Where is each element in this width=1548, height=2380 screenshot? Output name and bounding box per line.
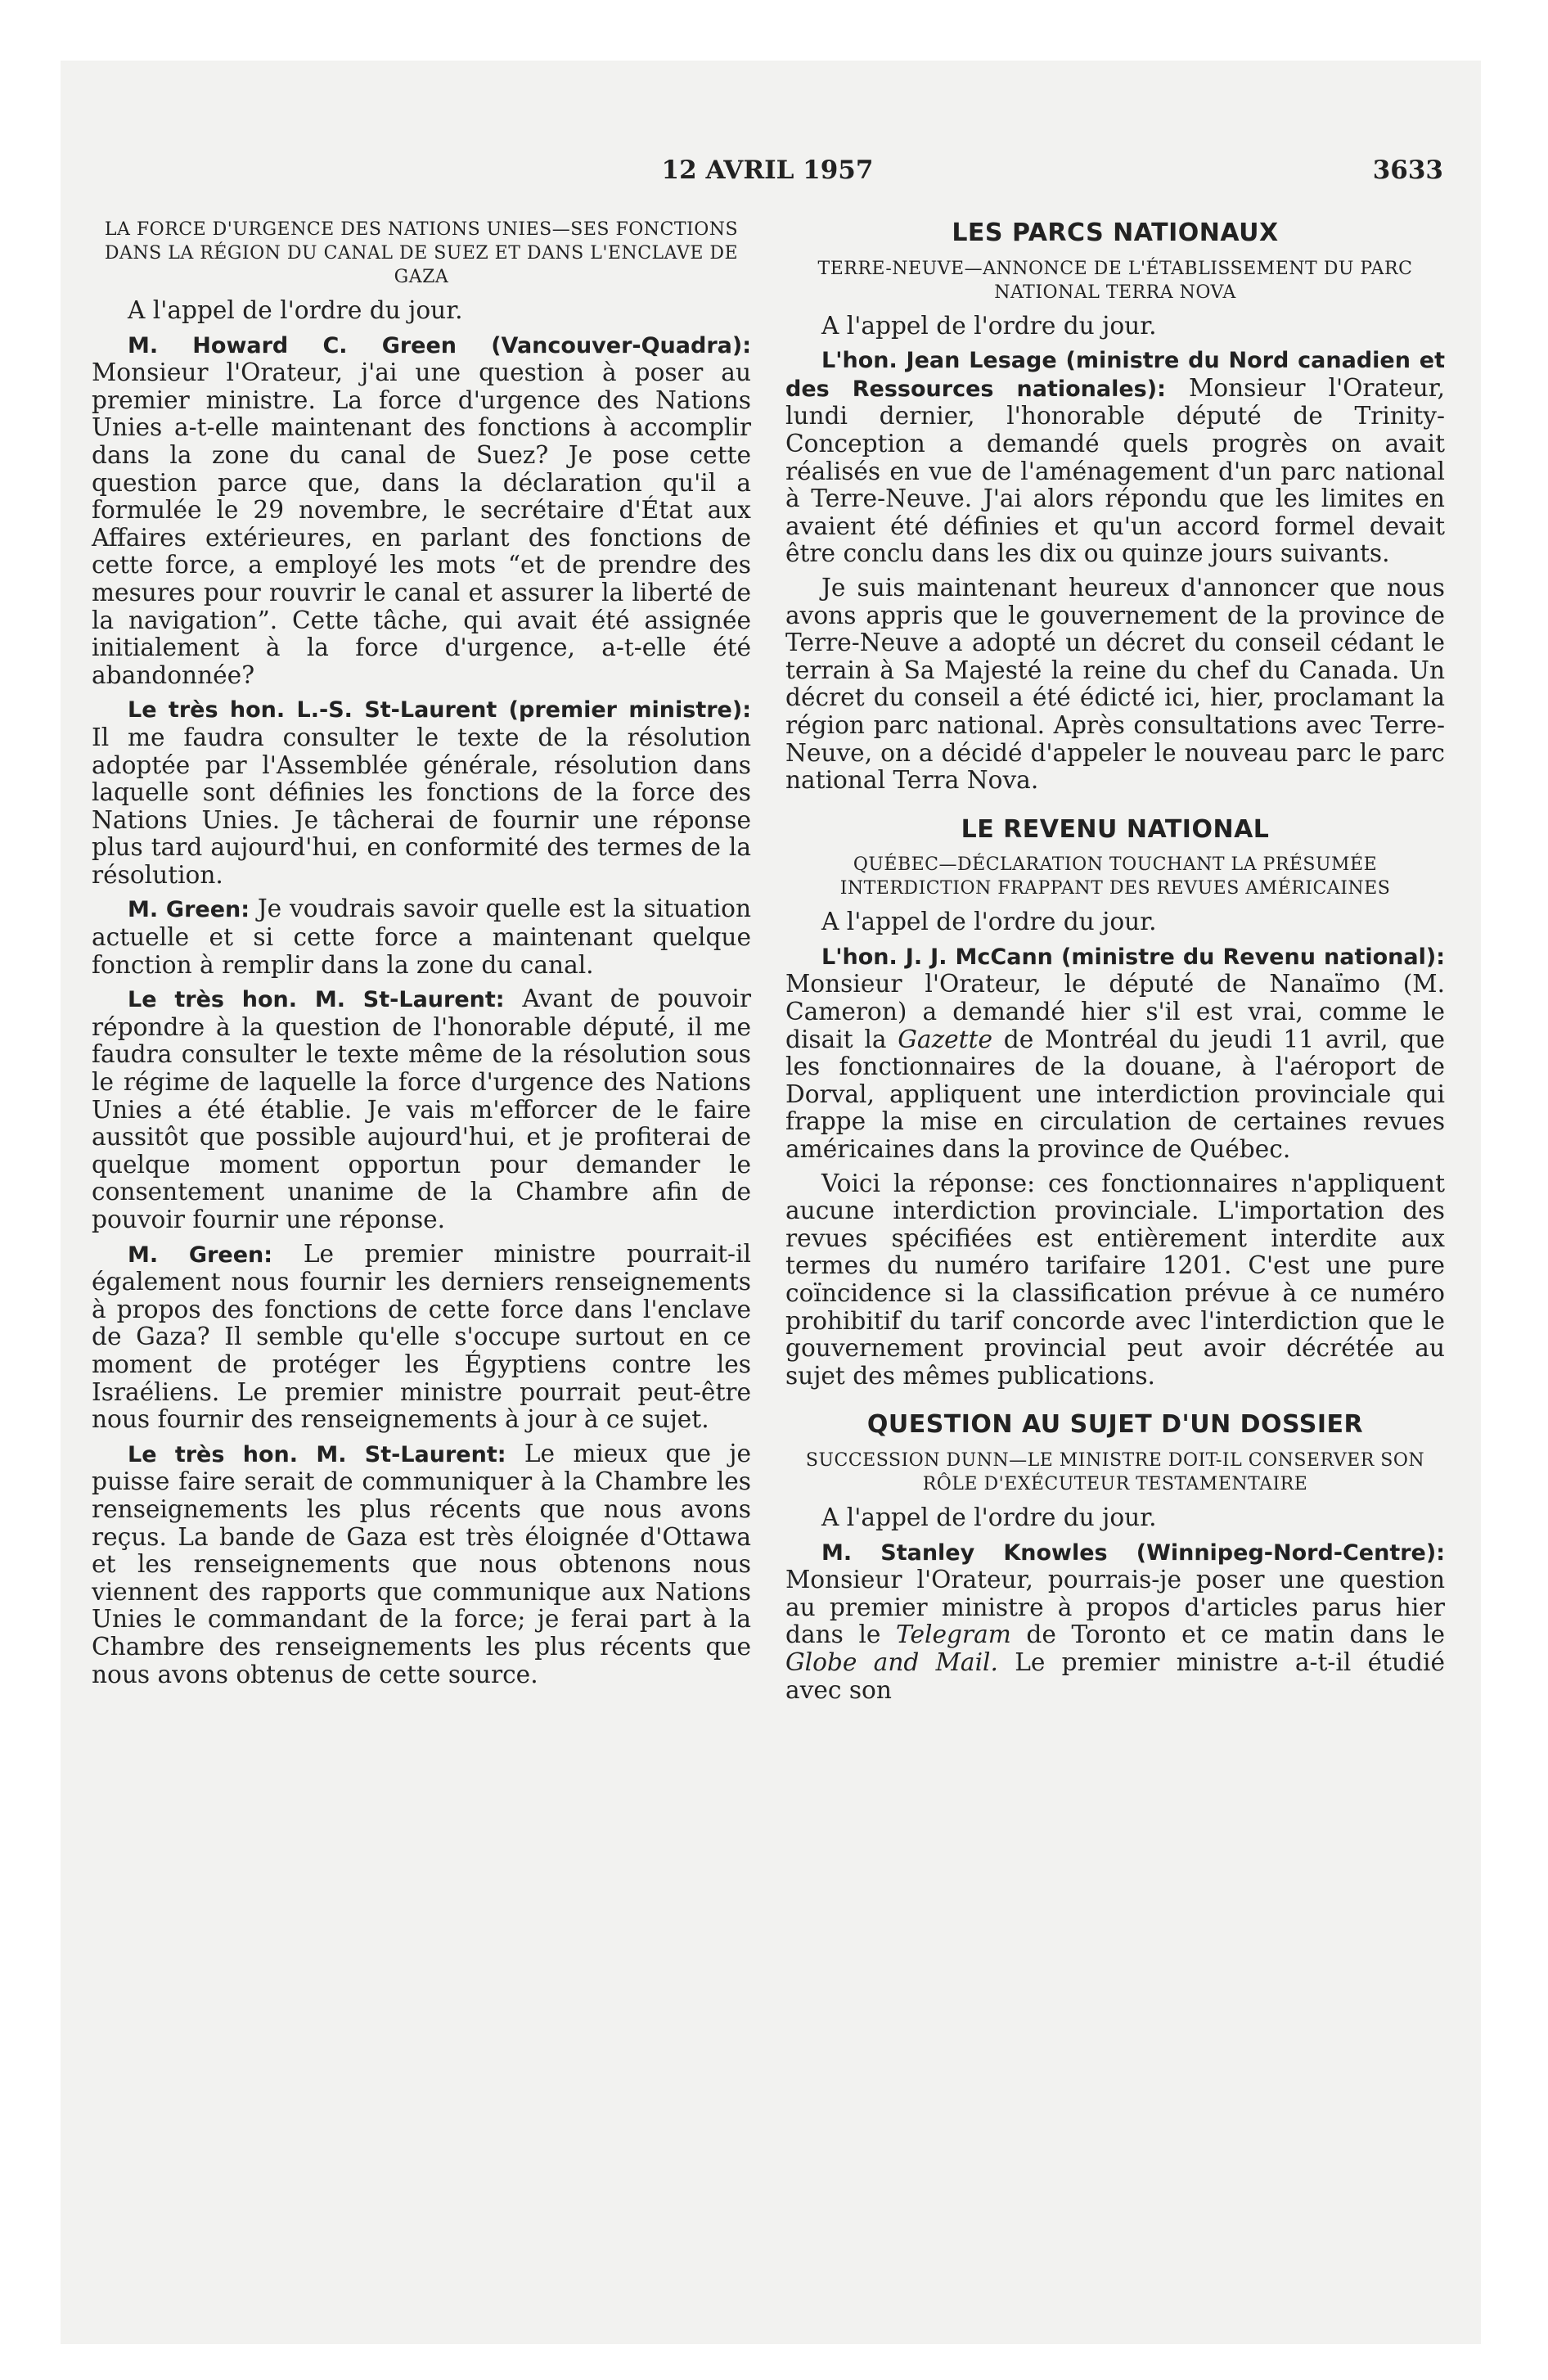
paragraph [785, 346, 1445, 568]
section-heading-parcs: LES PARCS NATIONAUX [952, 219, 1279, 247]
paragraph [92, 1440, 751, 1688]
speech-text: Le premier ministre a-t-il étudié avec son [785, 1648, 1445, 1704]
subheading-succession-dunn: SUCCESSION DUNN—LE MINISTRE DOIT-IL CONSERVER SON RÔLE D'EXÉCUTEUR TESTAMENTAIRE [805, 1449, 1425, 1494]
speaker-name: M. Green: [128, 1242, 273, 1268]
speech-text: Avant de pouvoir répondre à la question de l'honorable député, il me faudra consulter le texte même de la résolution sous le régime de laquelle la force d'urgence des Nations Unies a été établie. Je vais m'efforcer de le faire aussitôt que possible aujourd'hui, et je profiterai de quelque moment opportun pour demander le consentement unanime de la Chambre afin de pouvoir fournir une réponse. [92, 985, 751, 1233]
page-number: 3633 [1372, 156, 1443, 185]
paragraph [92, 985, 751, 1233]
speech-text: Monsieur l'Orateur, lundi dernier, l'honorable député de Trinity-Conception a demandé quels progrès on avait réalisés en vue de l'aménagement d'un parc national à Terre-Neuve. J'ai alors répondu que les limites en avaient été définies et qu'un accord formel devait être conclu dans les dix ou quinze jours suivants. [785, 373, 1445, 568]
speech-text: Le premier ministre pourrait-il également nous fournir les derniers renseignements à propos des fonctions de cette force dans l'enclave de Gaza? Il semble qu'elle s'occupe surtout en ce moment de protéger les Égyptiens contre les Israéliens. Le premier ministre pourrait peut-être nous fournir des renseignements à jour à ce sujet. [92, 1239, 751, 1434]
paragraph: Je suis maintenant heureux d'annoncer que nous avons appris que le gouvernement de la province de Terre-Neuve a adopté un décret du conseil cédant le terrain à Sa Majesté la reine du chef du Canada. Un décret du conseil a été édicté ici, hier, proclamant la région parc national. Après consultations avec Terre-Neuve, on a décidé d'appeler le nouveau parc le parc national Terra Nova. [785, 573, 1445, 795]
paragraph [785, 1539, 1445, 1705]
paragraph: A l'appel de l'ordre du jour. [821, 1503, 1157, 1531]
speech-text: Le mieux que je puisse faire serait de communiquer à la Chambre les renseignements les plus récents que nous avons reçus. La bande de Gaza est très éloignée d'Ottawa et les renseignements que nous obtenons nous viennent des rapports que communique aux Nations Unies le commandant de la force; je ferai part à la Chambre des renseignements les plus récents que nous avons obtenus de cette source. [92, 1439, 751, 1688]
speaker-name: Le très hon. M. St-Laurent: [128, 1441, 506, 1467]
paragraph: A l'appel de l'ordre du jour. [821, 908, 1157, 936]
speech-text: Monsieur l'Orateur, j'ai une question à poser au premier ministre. La force d'urgence des Nations Unies a-t-elle maintenant des fonctions à accomplir dans la zone du canal de Suez? Je pose cette question parce que, dans la déclaration qu'il a formulée le 29 novembre, le secrétaire d'État aux Affaires extérieures, en parlant des fonctions de cette force, a employé les mots “et de prendre des mesures pour rouvrir le canal et assurer la liberté de la navigation”. Cette tâche, qui avait été assignée initialement à la force d'urgence, a-t-elle été abandonnée? [92, 358, 751, 689]
speaker-name: L'hon. Jean Lesage (ministre du Nord canadien et des Ressources nationales): [785, 348, 1445, 402]
speaker-name: Le très hon. M. St-Laurent: [128, 987, 505, 1013]
speech-text: Il me faudra consulter le texte de la résolution adoptée par l'Assemblée générale, résolution dans laquelle sont définies les fonctions de la force des Nations Unies. Je tâcherai de fournir une réponse plus tard aujourd'hui, en conformité des termes de la résolution. [92, 723, 751, 889]
paragraph [785, 943, 1445, 1164]
paragraph: A l'appel de l'ordre du jour. [128, 296, 463, 324]
speaker-name: Le très hon. L.-S. St-Laurent (premier ministre): [128, 697, 751, 723]
header-date: 12 AVRIL 1957 [661, 156, 874, 185]
subheading-quebec: QUÉBEC—DÉCLARATION TOUCHANT LA PRÉSUMÉE INTERDICTION FRAPPANT DES REVUES AMÉRICAINES [839, 854, 1391, 899]
paragraph [92, 1241, 751, 1434]
speaker-name: L'hon. J. J. McCann (ministre du Revenu national): [821, 944, 1445, 970]
section-heading-dossier: QUESTION AU SUJET D'UN DOSSIER [866, 1410, 1364, 1440]
speaker-name: M. Howard C. Green (Vancouver-Quadra): [128, 332, 751, 358]
newspaper-title: Telegram [896, 1620, 1011, 1649]
paragraph [92, 895, 751, 979]
section-heading-undef: LA FORCE D'URGENCE DES NATIONS UNIES—SES FONCTIONS DANS LA RÉGION DU CANAL DE SUEZ ET DANS L'ENCLAVE DE GAZA [104, 219, 739, 287]
paragraph: A l'appel de l'ordre du jour. [821, 311, 1157, 340]
running-header [92, 156, 1443, 188]
section-heading-revenu: LE REVENU NATIONAL [961, 814, 1270, 844]
paragraph: Voici la réponse: ces fonctionnaires n'appliquent aucune interdiction provinciale. L'importation des revues spécifiées est entièrement interdite aux termes du numéro tarifaire 1201. C'est une pure coïncidence si la classification prévue à ce numéro prohibitif du tarif concorde avec l'interdiction que le gouvernement provincial peut avoir décrétée au sujet des mêmes publications. [785, 1169, 1445, 1390]
paragraph [92, 696, 751, 889]
speech-text: de Montréal du jeudi 11 avril, que les fonctionnaires de la douane, à l'aéroport de Dorval, appliquent une interdiction provinciale qui frappe la mise en circulation de certaines revues américaines dans la province de Québec. [785, 1025, 1445, 1164]
subheading-terra-nova: TERRE-NEUVE—ANNONCE DE L'ÉTABLISSEMENT DU PARC NATIONAL TERRA NOVA [817, 258, 1413, 303]
newspaper-title: Gazette [898, 1025, 992, 1053]
speaker-name: M. Stanley Knowles (Winnipeg-Nord-Centre): [821, 1539, 1445, 1566]
paragraph [92, 331, 751, 690]
right-column [785, 218, 1445, 1711]
speech-text: Je voudrais savoir quelle est la situation actuelle et si cette force a maintenant quelque fonction à remplir dans la zone du canal. [92, 895, 751, 979]
newspaper-title: Globe and Mail. [785, 1648, 998, 1676]
speaker-name: M. Green: [128, 897, 250, 923]
speech-text: Monsieur l'Orateur, le député de Nanaïmo (M. Cameron) a demandé hier s'il est vrai, comme le disait la [785, 970, 1445, 1053]
left-column [92, 218, 751, 1695]
speech-text: Monsieur l'Orateur, pourrais-je poser une question au premier ministre à propos d'articles parus hier dans le [785, 1566, 1445, 1649]
speech-text: de Toronto et ce matin dans le [1010, 1620, 1445, 1649]
